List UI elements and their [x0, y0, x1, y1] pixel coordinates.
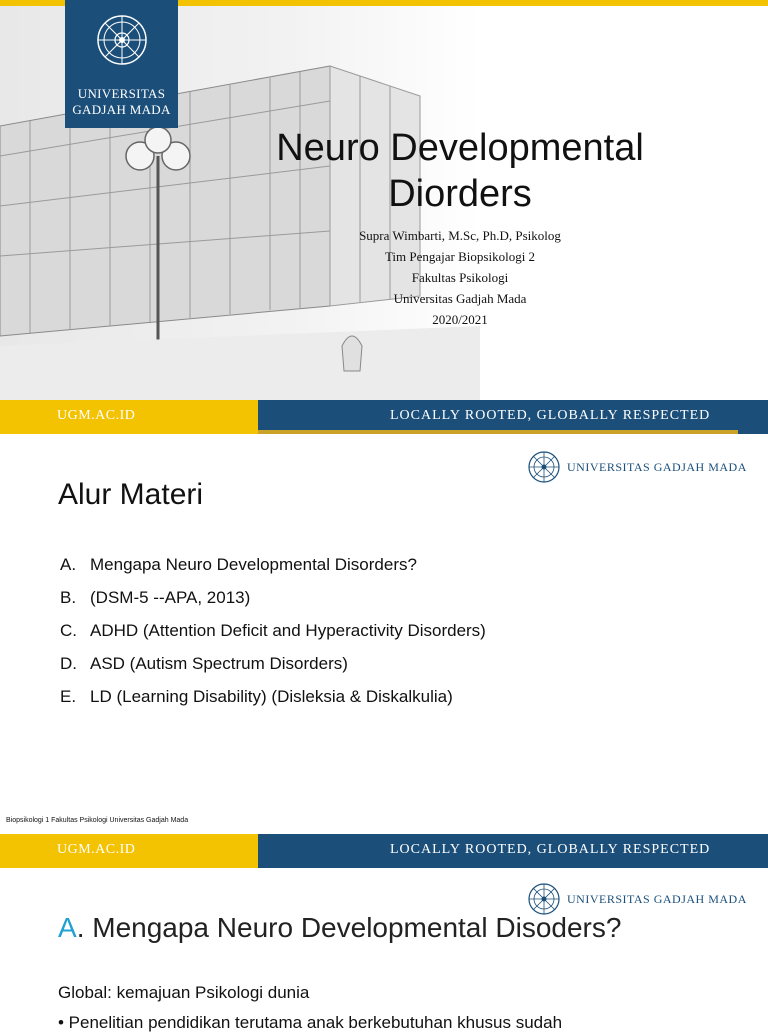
list-item-text: LD (Learning Disability) (Disleksia & Diskalkulia)	[90, 687, 453, 706]
author-info	[330, 225, 590, 330]
ugm-emblem-icon	[527, 450, 561, 484]
header-logo-text: UNIVERSITAS GADJAH MADA	[567, 891, 747, 906]
footer-tagline: LOCALLY ROOTED, GLOBALLY RESPECTED	[390, 408, 711, 423]
body-text: Global: kemajuan Psikologi dunia	[58, 983, 310, 1002]
slide-footer	[0, 400, 768, 434]
author-team: Tim Pengajar Biopsikologi 2	[384, 249, 536, 264]
list-item-text: ASD (Autism Spectrum Disorders)	[90, 654, 348, 673]
list-item-letter: A.	[60, 555, 77, 574]
section-title	[58, 912, 621, 944]
list-item	[60, 614, 700, 647]
author-university: Universitas Gadjah Mada	[393, 291, 527, 306]
list-item	[60, 581, 700, 614]
list-item-text: Mengapa Neuro Developmental Disorders?	[90, 555, 417, 574]
logo-text-universitas: UNIVERSITAS	[77, 86, 166, 101]
presentation-title	[240, 125, 680, 217]
ugm-emblem-icon	[95, 10, 149, 72]
title-line-2: Diorders	[388, 173, 532, 215]
title-line-1: Neuro Developmental	[276, 127, 644, 169]
list-item-text: (DSM-5 --APA, 2013)	[90, 588, 251, 607]
list-item-letter: C.	[60, 621, 77, 640]
list-item-letter: D.	[60, 654, 77, 673]
section-title-text: . Mengapa Neuro Developmental Disoders?	[76, 912, 622, 943]
author-name: Supra Wimbarti, M.Sc, Ph.D, Psikolog	[359, 228, 561, 243]
title-slide	[0, 0, 768, 434]
footer-tagline: LOCALLY ROOTED, GLOBALLY RESPECTED	[390, 842, 711, 857]
list-item-letter: E.	[60, 687, 77, 706]
header-logo-text: UNIVERSITAS GADJAH MADA	[567, 459, 747, 474]
footer-url: UGM.AC.ID	[57, 842, 136, 857]
author-faculty: Fakultas Psikologi	[411, 270, 509, 285]
agenda-list	[60, 548, 700, 713]
list-item	[60, 680, 700, 713]
bullet-text: • Penelitian pendidikan terutama anak berkebutuhan khusus sudah	[58, 1013, 563, 1032]
list-item	[60, 548, 700, 581]
list-item-letter: B.	[60, 588, 77, 607]
agenda-title: Alur Materi	[58, 478, 204, 511]
academic-year: 2020/2021	[432, 312, 488, 327]
list-item	[60, 647, 700, 680]
slide-footnote: Biopsikologi 1 Fakultas Psikologi Universitas Gadjah Mada	[6, 817, 189, 824]
footer-url: UGM.AC.ID	[57, 408, 136, 423]
slide-footer	[0, 834, 768, 868]
logo-text-gadjah-mada: GADJAH MADA	[72, 102, 171, 117]
header-logo	[527, 450, 747, 484]
ugm-logo-box	[65, 0, 178, 128]
section-letter: A	[58, 912, 77, 943]
list-item-text: ADHD (Attention Deficit and Hyperactivity Disorders)	[90, 621, 486, 640]
footer-gold-line	[258, 430, 738, 434]
ugm-emblem-icon	[527, 882, 561, 916]
header-logo	[527, 882, 747, 916]
